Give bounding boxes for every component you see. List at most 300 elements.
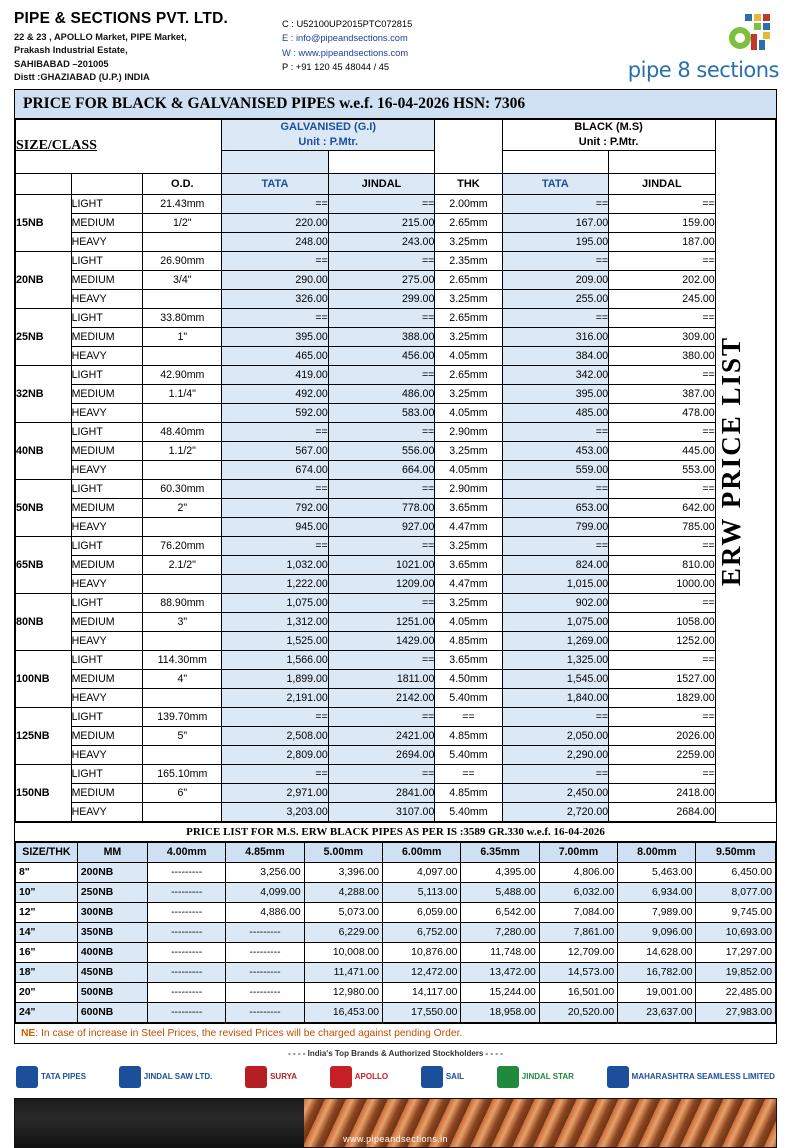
ms-tata-price: 2,050.00 bbox=[502, 726, 609, 745]
gi-jindal-price: == bbox=[328, 479, 435, 498]
thickness-cell: 4.05mm bbox=[435, 403, 502, 422]
class-cell: HEAVY bbox=[71, 403, 143, 422]
gi-jindal-price: 486.00 bbox=[328, 384, 435, 403]
thickness-cell: 4.50mm bbox=[435, 669, 502, 688]
od-blank-cell bbox=[143, 346, 222, 365]
erw-col-header: 6.35mm bbox=[461, 842, 539, 862]
brand-label: TATA PIPES bbox=[41, 1072, 87, 1082]
thickness-cell: 3.25mm bbox=[435, 593, 502, 612]
od-blank-cell bbox=[143, 574, 222, 593]
erw-col-header: MM bbox=[77, 842, 147, 862]
gi-jindal-price: == bbox=[328, 764, 435, 783]
erw-size-inch: 14" bbox=[16, 922, 78, 942]
gi-tata-price: 465.00 bbox=[222, 346, 329, 365]
ms-tata-price: 653.00 bbox=[502, 498, 609, 517]
brand-mark-icon bbox=[607, 1066, 629, 1088]
thickness-cell: 5.40mm bbox=[435, 802, 502, 821]
table-row bbox=[16, 460, 776, 479]
ms-tata-price: 255.00 bbox=[502, 289, 609, 308]
erw-price-cell: --------- bbox=[147, 882, 225, 902]
od-blank-cell bbox=[143, 460, 222, 479]
od-inch-cell: 2.1/2" bbox=[143, 555, 222, 574]
table-row bbox=[16, 650, 776, 669]
brand-logo bbox=[607, 1066, 775, 1088]
brand-label: JINDAL STAR bbox=[521, 1072, 574, 1082]
gi-tata-price: 674.00 bbox=[222, 460, 329, 479]
class-cell: LIGHT bbox=[71, 536, 143, 555]
od-inch-cell: 2" bbox=[143, 498, 222, 517]
gi-tata-price: 592.00 bbox=[222, 403, 329, 422]
erw-price-cell: 6,450.00 bbox=[696, 862, 776, 882]
ms-jindal-price: == bbox=[609, 308, 716, 327]
erw-price-cell: 14,628.00 bbox=[618, 942, 696, 962]
brand-label: JINDAL SAW LTD. bbox=[143, 1072, 213, 1082]
erw-size-nb: 250NB bbox=[77, 882, 147, 902]
ms-tata-price: 2,290.00 bbox=[502, 745, 609, 764]
erw-price-cell: --------- bbox=[226, 1002, 304, 1022]
nb-size-cell: 40NB bbox=[16, 422, 72, 479]
gi-jindal-price: 1209.00 bbox=[328, 574, 435, 593]
brand-label: MAHARASHTRA SEAMLESS LIMITED bbox=[631, 1072, 775, 1082]
gi-jindal-price: 3107.00 bbox=[328, 802, 435, 821]
od-blank-cell bbox=[143, 517, 222, 536]
gi-jindal-price: 583.00 bbox=[328, 403, 435, 422]
erw-price-cell: 4,099.00 bbox=[226, 882, 304, 902]
company-block bbox=[14, 10, 264, 85]
gi-jindal-price: 1811.00 bbox=[328, 669, 435, 688]
class-cell: MEDIUM bbox=[71, 327, 143, 346]
thickness-cell: 3.65mm bbox=[435, 650, 502, 669]
gi-tata-price: 2,809.00 bbox=[222, 745, 329, 764]
erw-price-cell: --------- bbox=[147, 982, 225, 1002]
erw-col-header: 6.00mm bbox=[383, 842, 461, 862]
gi-jindal-price: 275.00 bbox=[328, 270, 435, 289]
ms-tata-price: 1,269.00 bbox=[502, 631, 609, 650]
table-row bbox=[16, 308, 776, 327]
ms-jindal-price: 1000.00 bbox=[609, 574, 716, 593]
gi-tata-price: 792.00 bbox=[222, 498, 329, 517]
erw-size-inch: 10" bbox=[16, 882, 78, 902]
gi-jindal-price: == bbox=[328, 365, 435, 384]
gi-subhead-a bbox=[222, 150, 329, 173]
pipe-sections-logo-icon bbox=[727, 12, 775, 56]
class-cell: HEAVY bbox=[71, 574, 143, 593]
thickness-cell: 4.47mm bbox=[435, 574, 502, 593]
od-cell: 76.20mm bbox=[143, 536, 222, 555]
note-prefix: NE bbox=[21, 1027, 36, 1039]
table-row bbox=[16, 403, 776, 422]
erw-col-header: 9.50mm bbox=[696, 842, 776, 862]
price-table-container bbox=[14, 89, 777, 1024]
ms-jindal-price: == bbox=[609, 422, 716, 441]
erw-price-cell: 12,472.00 bbox=[383, 962, 461, 982]
class-cell: HEAVY bbox=[71, 460, 143, 479]
brand-logo bbox=[330, 1066, 388, 1088]
gi-jindal-price: 2841.00 bbox=[328, 783, 435, 802]
table-row bbox=[16, 982, 776, 1002]
black-group-header: BLACK (M.S) Unit : P.Mtr. bbox=[502, 119, 715, 150]
table-row bbox=[16, 631, 776, 650]
od-inch-cell: 5" bbox=[143, 726, 222, 745]
od-cell: 139.70mm bbox=[143, 707, 222, 726]
gi-jindal-price: == bbox=[328, 251, 435, 270]
erw-col-header: 8.00mm bbox=[618, 842, 696, 862]
erw-price-cell: 4,288.00 bbox=[304, 882, 382, 902]
ms-jindal-price: == bbox=[609, 251, 716, 270]
erw-price-table bbox=[15, 842, 776, 1023]
erw-price-cell: 16,501.00 bbox=[539, 982, 617, 1002]
ms-jindal-price: 445.00 bbox=[609, 441, 716, 460]
erw-price-cell: 9,096.00 bbox=[618, 922, 696, 942]
table-row bbox=[16, 194, 776, 213]
brand-mark-icon bbox=[16, 1066, 38, 1088]
class-cell: LIGHT bbox=[71, 308, 143, 327]
erw-price-cell: 5,113.00 bbox=[383, 882, 461, 902]
col-header-gi-tata: TATA bbox=[222, 173, 329, 194]
erw-price-cell: 19,852.00 bbox=[696, 962, 776, 982]
erw-price-cell: 9,745.00 bbox=[696, 902, 776, 922]
brand-mark-icon bbox=[245, 1066, 267, 1088]
gi-tata-price: == bbox=[222, 479, 329, 498]
erw-price-cell: 6,934.00 bbox=[618, 882, 696, 902]
erw-col-header: 4.85mm bbox=[226, 842, 304, 862]
class-cell: LIGHT bbox=[71, 650, 143, 669]
gi-tata-price: 1,222.00 bbox=[222, 574, 329, 593]
thickness-cell: 3.25mm bbox=[435, 232, 502, 251]
gi-tata-price: == bbox=[222, 308, 329, 327]
od-cell: 21.43mm bbox=[143, 194, 222, 213]
ms-jindal-price: 478.00 bbox=[609, 403, 716, 422]
class-cell: MEDIUM bbox=[71, 555, 143, 574]
class-cell: HEAVY bbox=[71, 517, 143, 536]
ms-jindal-price: == bbox=[609, 536, 716, 555]
gi-jindal-price: == bbox=[328, 308, 435, 327]
gi-jindal-price: == bbox=[328, 593, 435, 612]
od-inch-cell: 3/4" bbox=[143, 270, 222, 289]
thickness-cell: 2.35mm bbox=[435, 251, 502, 270]
erw-price-cell: --------- bbox=[226, 942, 304, 962]
erw-size-nb: 350NB bbox=[77, 922, 147, 942]
ms-tata-price: 195.00 bbox=[502, 232, 609, 251]
gi-jindal-price: 556.00 bbox=[328, 441, 435, 460]
size-class-header: SIZE/CLASS bbox=[16, 119, 222, 173]
erw-col-header: 4.00mm bbox=[147, 842, 225, 862]
address-line-1: 22 & 23 , APOLLO Market, PIPE Market, bbox=[14, 32, 187, 42]
ms-jindal-price: 2418.00 bbox=[609, 783, 716, 802]
ms-jindal-price: 553.00 bbox=[609, 460, 716, 479]
erw-price-cell: --------- bbox=[226, 922, 304, 942]
gi-tata-price: 1,312.00 bbox=[222, 612, 329, 631]
ms-tata-price: 485.00 bbox=[502, 403, 609, 422]
gi-tata-price: 567.00 bbox=[222, 441, 329, 460]
erw-price-cell: 7,989.00 bbox=[618, 902, 696, 922]
brand-label: SURYA bbox=[270, 1072, 298, 1082]
thickness-cell: 2.90mm bbox=[435, 422, 502, 441]
erw-price-cell: 5,073.00 bbox=[304, 902, 382, 922]
gi-jindal-price: == bbox=[328, 194, 435, 213]
nb-size-cell: 100NB bbox=[16, 650, 72, 707]
class-cell: LIGHT bbox=[71, 194, 143, 213]
col-header-ms-jindal: JINDAL bbox=[609, 173, 716, 194]
ms-jindal-price: 2259.00 bbox=[609, 745, 716, 764]
thickness-cell: 2.65mm bbox=[435, 365, 502, 384]
class-cell: HEAVY bbox=[71, 232, 143, 251]
thickness-cell: 4.85mm bbox=[435, 726, 502, 745]
nb-size-cell: 65NB bbox=[16, 536, 72, 593]
gi-jindal-price: 243.00 bbox=[328, 232, 435, 251]
class-cell: MEDIUM bbox=[71, 441, 143, 460]
ms-jindal-price: 2684.00 bbox=[609, 802, 716, 821]
class-cell: HEAVY bbox=[71, 346, 143, 365]
ms-tata-price: 167.00 bbox=[502, 213, 609, 232]
erw-size-inch: 20" bbox=[16, 982, 78, 1002]
gi-jindal-price: 778.00 bbox=[328, 498, 435, 517]
gi-tata-price: 419.00 bbox=[222, 365, 329, 384]
table-row bbox=[16, 882, 776, 902]
ms-jindal-price: 1252.00 bbox=[609, 631, 716, 650]
od-cell: 114.30mm bbox=[143, 650, 222, 669]
gi-tata-price: == bbox=[222, 251, 329, 270]
thickness-cell: 3.25mm bbox=[435, 327, 502, 346]
gi-tata-price: == bbox=[222, 764, 329, 783]
ms-jindal-price: 1527.00 bbox=[609, 669, 716, 688]
table-row bbox=[16, 745, 776, 764]
ms-jindal-price: == bbox=[609, 707, 716, 726]
col-header-ms-tata: TATA bbox=[502, 173, 609, 194]
thk-group-spacer bbox=[435, 119, 502, 173]
erw-price-cell: 6,229.00 bbox=[304, 922, 382, 942]
table-row bbox=[16, 498, 776, 517]
class-cell: MEDIUM bbox=[71, 384, 143, 403]
gi-tata-price: 1,525.00 bbox=[222, 631, 329, 650]
erw-size-nb: 600NB bbox=[77, 1002, 147, 1022]
ms-jindal-price: 2026.00 bbox=[609, 726, 716, 745]
table-row bbox=[16, 942, 776, 962]
erw-price-cell: 10,876.00 bbox=[383, 942, 461, 962]
nb-size-cell: 25NB bbox=[16, 308, 72, 365]
gi-tata-price: 2,971.00 bbox=[222, 783, 329, 802]
thickness-cell: 2.90mm bbox=[435, 479, 502, 498]
ms-jindal-price: == bbox=[609, 479, 716, 498]
class-cell: LIGHT bbox=[71, 479, 143, 498]
table-row bbox=[16, 517, 776, 536]
col-header-thk: THK bbox=[435, 173, 502, 194]
ms-jindal-price: 1829.00 bbox=[609, 688, 716, 707]
erw-price-cell: 6,752.00 bbox=[383, 922, 461, 942]
class-cell: HEAVY bbox=[71, 631, 143, 650]
brands-caption: - - - - India's Top Brands & Authorized Stockholders - - - - bbox=[288, 1048, 503, 1058]
erw-price-cell: 27,983.00 bbox=[696, 1002, 776, 1022]
gi-tata-price: 3,203.00 bbox=[222, 802, 329, 821]
table-row bbox=[16, 962, 776, 982]
gi-jindal-price: 1251.00 bbox=[328, 612, 435, 631]
class-cell: LIGHT bbox=[71, 365, 143, 384]
thickness-cell: == bbox=[435, 764, 502, 783]
table-row bbox=[16, 612, 776, 631]
od-blank-cell bbox=[143, 403, 222, 422]
erw-price-cell: 6,542.00 bbox=[461, 902, 539, 922]
od-cell: 26.90mm bbox=[143, 251, 222, 270]
erw-price-cell: --------- bbox=[147, 1002, 225, 1022]
erw-price-cell: --------- bbox=[147, 962, 225, 982]
logo-row bbox=[594, 12, 779, 56]
od-blank-cell bbox=[143, 289, 222, 308]
erw-price-cell: 7,280.00 bbox=[461, 922, 539, 942]
gi-tata-price: 1,566.00 bbox=[222, 650, 329, 669]
brand-wordmark: pipe 8 sections bbox=[627, 58, 779, 82]
erw-size-nb: 500NB bbox=[77, 982, 147, 1002]
brand-logo bbox=[119, 1066, 213, 1088]
thickness-cell: 5.40mm bbox=[435, 688, 502, 707]
table-row bbox=[16, 479, 776, 498]
gi-tata-price: 1,075.00 bbox=[222, 593, 329, 612]
od-cell: 42.90mm bbox=[143, 365, 222, 384]
ms-jindal-price: 245.00 bbox=[609, 289, 716, 308]
ms-tata-price: 559.00 bbox=[502, 460, 609, 479]
nb-size-cell: 50NB bbox=[16, 479, 72, 536]
nb-size-cell: 80NB bbox=[16, 593, 72, 650]
footer-banner bbox=[14, 1098, 777, 1148]
ms-tata-price: 342.00 bbox=[502, 365, 609, 384]
erw-price-cell: 10,008.00 bbox=[304, 942, 382, 962]
brand-mark-icon bbox=[497, 1066, 519, 1088]
erw-price-cell: 8,077.00 bbox=[696, 882, 776, 902]
table-row bbox=[16, 902, 776, 922]
thickness-cell: == bbox=[435, 707, 502, 726]
erw-price-cell: 7,084.00 bbox=[539, 902, 617, 922]
erw-size-nb: 400NB bbox=[77, 942, 147, 962]
table-row bbox=[16, 574, 776, 593]
od-blank-cell bbox=[143, 631, 222, 650]
ms-tata-price: 395.00 bbox=[502, 384, 609, 403]
ms-tata-price: == bbox=[502, 536, 609, 555]
ms-tata-price: == bbox=[502, 251, 609, 270]
thickness-cell: 4.05mm bbox=[435, 460, 502, 479]
erw-price-cell: --------- bbox=[147, 922, 225, 942]
od-inch-cell: 4" bbox=[143, 669, 222, 688]
erw-price-cell: --------- bbox=[147, 942, 225, 962]
erw-price-cell: 10,693.00 bbox=[696, 922, 776, 942]
erw-col-header: 7.00mm bbox=[539, 842, 617, 862]
brand-mark-icon bbox=[421, 1066, 443, 1088]
thickness-cell: 2.65mm bbox=[435, 308, 502, 327]
erw-price-cell: 19,001.00 bbox=[618, 982, 696, 1002]
gi-tata-price: == bbox=[222, 707, 329, 726]
erw-size-inch: 16" bbox=[16, 942, 78, 962]
od-inch-cell: 1.1/2" bbox=[143, 441, 222, 460]
nb-size-cell: 125NB bbox=[16, 707, 72, 764]
erw-price-cell: 3,396.00 bbox=[304, 862, 382, 882]
brand-label: APOLLO bbox=[354, 1072, 389, 1082]
gi-tata-price: 220.00 bbox=[222, 213, 329, 232]
gi-jindal-price: == bbox=[328, 422, 435, 441]
od-blank-cell bbox=[143, 232, 222, 251]
ms-jindal-price: 380.00 bbox=[609, 346, 716, 365]
table-row bbox=[16, 802, 776, 821]
company-phone: P : +91 120 45 48044 / 45 bbox=[282, 62, 390, 73]
ms-jindal-price: 642.00 bbox=[609, 498, 716, 517]
class-cell: LIGHT bbox=[71, 707, 143, 726]
ms-tata-price: 2,720.00 bbox=[502, 802, 609, 821]
erw-table-title: PRICE LIST FOR M.S. ERW BLACK PIPES AS PER IS :3589 GR.330 w.e.f. 16-04-2026 bbox=[15, 822, 776, 842]
od-inch-cell: 1/2" bbox=[143, 213, 222, 232]
gi-tata-price: == bbox=[222, 422, 329, 441]
ms-tata-price: == bbox=[502, 707, 609, 726]
gi-tata-price: 945.00 bbox=[222, 517, 329, 536]
gi-tata-price: 290.00 bbox=[222, 270, 329, 289]
thickness-cell: 5.40mm bbox=[435, 745, 502, 764]
table-row bbox=[16, 289, 776, 308]
table-row bbox=[16, 707, 776, 726]
address-line-2: Prakash Industrial Estate, bbox=[14, 45, 128, 56]
address-line-3: SAHIBABAD –201005 bbox=[14, 58, 109, 69]
class-cell: MEDIUM bbox=[71, 270, 143, 289]
od-inch-cell: 1.1/4" bbox=[143, 384, 222, 403]
col-header-blank2 bbox=[71, 173, 143, 194]
thickness-cell: 4.05mm bbox=[435, 612, 502, 631]
gi-jindal-price: == bbox=[328, 650, 435, 669]
company-website[interactable]: W : www.pipeandsections.com bbox=[282, 47, 409, 58]
class-cell: MEDIUM bbox=[71, 669, 143, 688]
erw-side-banner: ERW PRICE LIST bbox=[715, 119, 775, 802]
gi-tata-price: 492.00 bbox=[222, 384, 329, 403]
table-row bbox=[16, 270, 776, 289]
od-inch-cell: 6" bbox=[143, 783, 222, 802]
footer-url[interactable]: www.pipeandsections.in bbox=[343, 1133, 448, 1144]
erw-price-cell: 11,748.00 bbox=[461, 942, 539, 962]
gi-tata-price: 1,032.00 bbox=[222, 555, 329, 574]
table-row bbox=[16, 555, 776, 574]
gi-tata-price: 248.00 bbox=[222, 232, 329, 251]
ms-tata-price: 1,015.00 bbox=[502, 574, 609, 593]
ms-tata-price: 799.00 bbox=[502, 517, 609, 536]
gi-tata-price: 2,508.00 bbox=[222, 726, 329, 745]
logo-block bbox=[594, 10, 779, 82]
ms-jindal-price: 309.00 bbox=[609, 327, 716, 346]
erw-price-cell: 16,782.00 bbox=[618, 962, 696, 982]
brand-logo bbox=[421, 1066, 464, 1088]
class-cell: MEDIUM bbox=[71, 498, 143, 517]
class-cell: HEAVY bbox=[71, 802, 143, 821]
gi-jindal-price: 215.00 bbox=[328, 213, 435, 232]
od-cell: 33.80mm bbox=[143, 308, 222, 327]
brand-logo bbox=[16, 1066, 86, 1088]
gi-tata-price: 326.00 bbox=[222, 289, 329, 308]
company-email[interactable]: E : info@pipeandsections.com bbox=[282, 33, 408, 44]
table-row bbox=[16, 365, 776, 384]
erw-price-cell: 23,637.00 bbox=[618, 1002, 696, 1022]
ms-jindal-price: == bbox=[609, 650, 716, 669]
company-cin: C : U52100UP2015PTC072815 bbox=[282, 19, 413, 29]
erw-price-cell: 13,472.00 bbox=[461, 962, 539, 982]
ms-tata-price: 1,325.00 bbox=[502, 650, 609, 669]
erw-price-cell: 14,117.00 bbox=[383, 982, 461, 1002]
brand-logo bbox=[245, 1066, 297, 1088]
table-row bbox=[16, 862, 776, 882]
ms-tata-price: == bbox=[502, 308, 609, 327]
price-list-title: PRICE FOR BLACK & GALVANISED PIPES w.e.f. 16-04-2026 HSN: 7306 bbox=[15, 90, 776, 119]
erw-price-cell: 14,573.00 bbox=[539, 962, 617, 982]
erw-price-cell: --------- bbox=[226, 982, 304, 1002]
erw-price-cell: 3,256.00 bbox=[226, 862, 304, 882]
erw-price-cell: 22,485.00 bbox=[696, 982, 776, 1002]
erw-price-cell: 16,453.00 bbox=[304, 1002, 382, 1022]
ms-tata-price: 1,840.00 bbox=[502, 688, 609, 707]
erw-price-cell: --------- bbox=[147, 862, 225, 882]
gi-jindal-price: 456.00 bbox=[328, 346, 435, 365]
class-cell: MEDIUM bbox=[71, 213, 143, 232]
table-row bbox=[16, 1002, 776, 1022]
